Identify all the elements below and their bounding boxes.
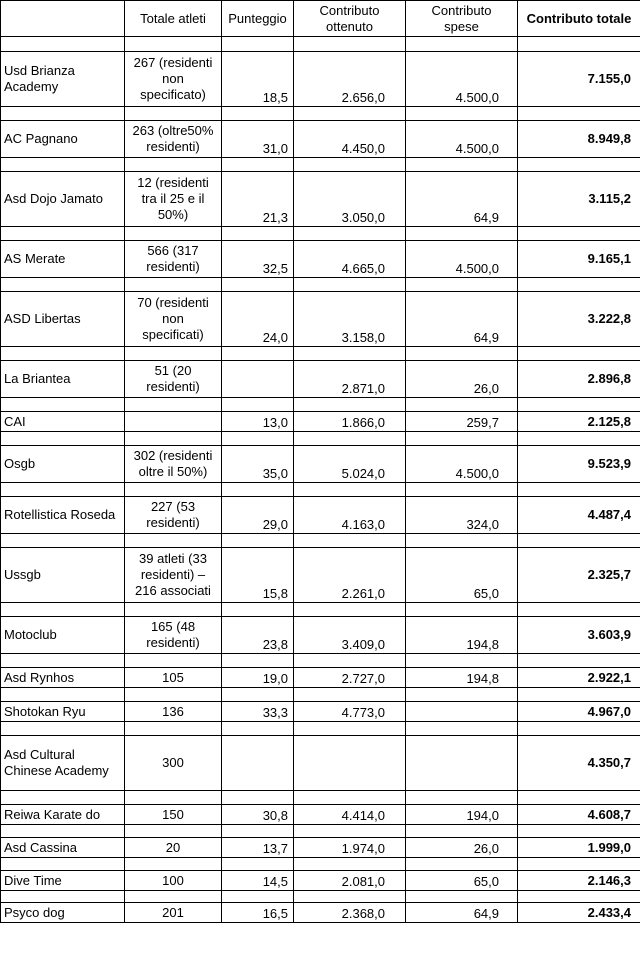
spacer-cell (518, 858, 640, 871)
spacer-cell (406, 603, 518, 617)
spacer-cell (222, 534, 294, 548)
spacer-cell (294, 688, 406, 702)
totale-atleti-cell: 150 (125, 805, 222, 825)
punteggio-cell: 33,3 (222, 702, 294, 722)
table-row (1, 617, 640, 654)
spacer-cell (518, 37, 640, 52)
spacer-cell (406, 37, 518, 52)
spacer-cell (222, 227, 294, 241)
punteggio-cell: 18,5 (222, 52, 294, 107)
contributo-totale-cell: 3.222,8 (518, 292, 640, 347)
club-name-cell: AC Pagnano (1, 121, 125, 158)
spacer-cell (1, 278, 125, 292)
spacer-cell (1, 107, 125, 121)
spacer-row (1, 227, 640, 241)
table-row (1, 702, 640, 722)
table-row (1, 548, 640, 603)
spacer-cell (222, 347, 294, 361)
spacer-cell (1, 858, 125, 871)
spacer-cell (125, 858, 222, 871)
spacer-row (1, 825, 640, 838)
spacer-row (1, 722, 640, 736)
punteggio-cell: 13,0 (222, 412, 294, 432)
contributo-totale-cell: 4.608,7 (518, 805, 640, 825)
spacer-cell (294, 654, 406, 668)
spacer-cell (222, 722, 294, 736)
spacer-cell (222, 398, 294, 412)
contributo-totale-cell: 2.433,4 (518, 903, 640, 923)
spacer-cell (1, 432, 125, 446)
contributo-spese-cell: 4.500,0 (406, 241, 518, 278)
spacer-cell (125, 398, 222, 412)
table-row (1, 668, 640, 688)
contributo-totale-cell: 4.487,4 (518, 497, 640, 534)
contributo-spese-cell (406, 702, 518, 722)
spacer-cell (125, 37, 222, 52)
contributo-spese-cell: 26,0 (406, 361, 518, 398)
spacer-cell (222, 654, 294, 668)
contributo-ottenuto-cell: 2.261,0 (294, 548, 406, 603)
spacer-cell (294, 158, 406, 172)
totale-atleti-cell: 263 (oltre50% residenti) (125, 121, 222, 158)
spacer-cell (518, 278, 640, 292)
spacer-cell (222, 158, 294, 172)
club-name-cell: AS Merate (1, 241, 125, 278)
club-name-cell: Rotellistica Roseda (1, 497, 125, 534)
spacer-cell (518, 791, 640, 805)
table-row (1, 241, 640, 278)
spacer-cell (518, 347, 640, 361)
spacer-row (1, 37, 640, 52)
contributo-ottenuto-cell (294, 736, 406, 791)
punteggio-cell: 35,0 (222, 446, 294, 483)
punteggio-cell: 30,8 (222, 805, 294, 825)
spacer-cell (406, 227, 518, 241)
contributo-totale-cell: 2.896,8 (518, 361, 640, 398)
totale-atleti-cell: 566 (317 residenti) (125, 241, 222, 278)
spacer-cell (294, 398, 406, 412)
contributo-spese-cell: 194,8 (406, 668, 518, 688)
spacer-cell (406, 158, 518, 172)
spacer-row (1, 654, 640, 668)
spacer-cell (125, 603, 222, 617)
table-row (1, 805, 640, 825)
punteggio-cell: 15,8 (222, 548, 294, 603)
contributo-totale-cell: 7.155,0 (518, 52, 640, 107)
table-row (1, 736, 640, 791)
spacer-cell (222, 483, 294, 497)
spacer-cell (406, 534, 518, 548)
spacer-cell (125, 791, 222, 805)
contributo-ottenuto-cell: 2.871,0 (294, 361, 406, 398)
contributo-totale-cell: 4.967,0 (518, 702, 640, 722)
contributo-totale-cell: 9.165,1 (518, 241, 640, 278)
totale-atleti-cell: 201 (125, 903, 222, 923)
club-name-cell: Reiwa Karate do (1, 805, 125, 825)
spacer-cell (1, 37, 125, 52)
totale-atleti-cell: 20 (125, 838, 222, 858)
spacer-cell (518, 603, 640, 617)
spacer-cell (406, 398, 518, 412)
spacer-cell (294, 483, 406, 497)
spacer-cell (294, 534, 406, 548)
table-row (1, 52, 640, 107)
spacer-row (1, 107, 640, 121)
punteggio-cell: 23,8 (222, 617, 294, 654)
contributo-ottenuto-cell: 2.081,0 (294, 871, 406, 891)
club-name-cell: Motoclub (1, 617, 125, 654)
table-row (1, 412, 640, 432)
spacer-row (1, 891, 640, 903)
spacer-cell (125, 891, 222, 903)
spacer-cell (222, 107, 294, 121)
header-empty (1, 1, 125, 37)
spacer-cell (222, 603, 294, 617)
club-name-cell: Ussgb (1, 548, 125, 603)
header-contributo-spese: Contributo spese (406, 1, 518, 37)
contributo-totale-cell: 2.125,8 (518, 412, 640, 432)
spacer-cell (125, 722, 222, 736)
contributo-spese-cell (406, 736, 518, 791)
contributo-ottenuto-cell: 3.409,0 (294, 617, 406, 654)
table-body (1, 1, 640, 923)
contributo-spese-cell: 4.500,0 (406, 52, 518, 107)
spacer-cell (294, 347, 406, 361)
spacer-cell (294, 227, 406, 241)
spacer-cell (518, 891, 640, 903)
header-punteggio: Punteggio (222, 1, 294, 37)
punteggio-cell: 21,3 (222, 172, 294, 227)
table-row (1, 903, 640, 923)
totale-atleti-cell: 70 (residenti non specificati) (125, 292, 222, 347)
punteggio-cell (222, 736, 294, 791)
spacer-row (1, 688, 640, 702)
club-name-cell: Osgb (1, 446, 125, 483)
spacer-cell (294, 825, 406, 838)
spacer-cell (125, 227, 222, 241)
spacer-cell (294, 432, 406, 446)
spacer-cell (1, 398, 125, 412)
spacer-cell (294, 722, 406, 736)
spacer-cell (222, 791, 294, 805)
contributo-ottenuto-cell: 5.024,0 (294, 446, 406, 483)
contributo-spese-cell: 65,0 (406, 548, 518, 603)
contributo-spese-cell: 194,0 (406, 805, 518, 825)
spacer-cell (406, 791, 518, 805)
totale-atleti-cell: 165 (48 residenti) (125, 617, 222, 654)
spacer-row (1, 432, 640, 446)
spacer-cell (125, 432, 222, 446)
header-contributo-ottenuto: Contributo ottenuto (294, 1, 406, 37)
spacer-cell (406, 688, 518, 702)
spacer-cell (125, 483, 222, 497)
club-name-cell: ASD Libertas (1, 292, 125, 347)
spacer-cell (406, 654, 518, 668)
contributo-ottenuto-cell: 2.727,0 (294, 668, 406, 688)
header-contributo-totale: Contributo totale (518, 1, 640, 37)
spacer-row (1, 278, 640, 292)
spacer-cell (406, 483, 518, 497)
spacer-cell (406, 347, 518, 361)
totale-atleti-cell: 227 (53 residenti) (125, 497, 222, 534)
punteggio-cell: 29,0 (222, 497, 294, 534)
club-name-cell: Psyco dog (1, 903, 125, 923)
club-name-cell: La Briantea (1, 361, 125, 398)
spacer-cell (518, 227, 640, 241)
spacer-cell (1, 891, 125, 903)
spacer-cell (1, 654, 125, 668)
totale-atleti-cell: 105 (125, 668, 222, 688)
totale-atleti-cell: 267 (residenti non specificato) (125, 52, 222, 107)
contributo-totale-cell: 9.523,9 (518, 446, 640, 483)
spacer-row (1, 534, 640, 548)
contributo-spese-cell: 324,0 (406, 497, 518, 534)
spacer-cell (1, 791, 125, 805)
spacer-cell (518, 107, 640, 121)
table-row (1, 292, 640, 347)
contributo-totale-cell: 1.999,0 (518, 838, 640, 858)
totale-atleti-cell: 136 (125, 702, 222, 722)
totale-atleti-cell: 39 atleti (33 residenti) – 216 associati (125, 548, 222, 603)
spacer-cell (125, 825, 222, 838)
spacer-cell (294, 278, 406, 292)
spacer-cell (222, 37, 294, 52)
spacer-cell (222, 278, 294, 292)
spacer-cell (1, 227, 125, 241)
spacer-cell (294, 603, 406, 617)
spacer-cell (518, 158, 640, 172)
club-name-cell: Asd Dojo Jamato (1, 172, 125, 227)
table-row (1, 871, 640, 891)
punteggio-cell: 13,7 (222, 838, 294, 858)
punteggio-cell: 16,5 (222, 903, 294, 923)
contributo-ottenuto-cell: 3.050,0 (294, 172, 406, 227)
header-totale-atleti: Totale atleti (125, 1, 222, 37)
totale-atleti-cell: 300 (125, 736, 222, 791)
contributo-totale-cell: 2.922,1 (518, 668, 640, 688)
spacer-row (1, 483, 640, 497)
header-row (1, 1, 640, 37)
spacer-cell (406, 825, 518, 838)
spacer-cell (518, 483, 640, 497)
contributo-spese-cell: 65,0 (406, 871, 518, 891)
spacer-row (1, 158, 640, 172)
spacer-cell (406, 432, 518, 446)
contributo-totale-cell: 3.603,9 (518, 617, 640, 654)
spacer-cell (294, 791, 406, 805)
spacer-cell (1, 483, 125, 497)
spacer-cell (294, 891, 406, 903)
contributo-ottenuto-cell: 2.368,0 (294, 903, 406, 923)
spacer-cell (125, 347, 222, 361)
spacer-cell (125, 654, 222, 668)
contributo-totale-cell: 3.115,2 (518, 172, 640, 227)
spacer-row (1, 398, 640, 412)
table-row (1, 361, 640, 398)
spacer-cell (125, 688, 222, 702)
contributo-ottenuto-cell: 4.450,0 (294, 121, 406, 158)
spacer-cell (406, 278, 518, 292)
spacer-cell (294, 107, 406, 121)
table-row (1, 121, 640, 158)
contributo-ottenuto-cell: 4.773,0 (294, 702, 406, 722)
totale-atleti-cell: 51 (20 residenti) (125, 361, 222, 398)
contributo-ottenuto-cell: 2.656,0 (294, 52, 406, 107)
spacer-cell (406, 722, 518, 736)
contributo-spese-cell: 4.500,0 (406, 446, 518, 483)
contributo-spese-cell: 64,9 (406, 292, 518, 347)
contributo-totale-cell: 2.325,7 (518, 548, 640, 603)
contributo-ottenuto-cell: 4.163,0 (294, 497, 406, 534)
contributo-ottenuto-cell: 1.866,0 (294, 412, 406, 432)
club-name-cell: Asd Cultural Chinese Academy (1, 736, 125, 791)
spacer-cell (294, 37, 406, 52)
table-row (1, 446, 640, 483)
spacer-cell (1, 825, 125, 838)
spacer-row (1, 858, 640, 871)
club-name-cell: CAI (1, 412, 125, 432)
contributo-spese-cell: 26,0 (406, 838, 518, 858)
spacer-cell (125, 278, 222, 292)
spacer-cell (222, 891, 294, 903)
table-row (1, 838, 640, 858)
punteggio-cell: 24,0 (222, 292, 294, 347)
spacer-row (1, 603, 640, 617)
contributo-ottenuto-cell: 3.158,0 (294, 292, 406, 347)
spacer-cell (294, 858, 406, 871)
spacer-cell (1, 534, 125, 548)
punteggio-cell (222, 361, 294, 398)
spacer-cell (406, 891, 518, 903)
totale-atleti-cell (125, 412, 222, 432)
club-name-cell: Usd Brianza Academy (1, 52, 125, 107)
contributo-spese-cell: 64,9 (406, 172, 518, 227)
spacer-cell (125, 158, 222, 172)
contributo-totale-cell: 2.146,3 (518, 871, 640, 891)
spacer-cell (222, 688, 294, 702)
punteggio-cell: 32,5 (222, 241, 294, 278)
spacer-cell (406, 858, 518, 871)
punteggio-cell: 19,0 (222, 668, 294, 688)
contributo-ottenuto-cell: 1.974,0 (294, 838, 406, 858)
punteggio-cell: 14,5 (222, 871, 294, 891)
club-name-cell: Asd Rynhos (1, 668, 125, 688)
totale-atleti-cell: 100 (125, 871, 222, 891)
contributo-ottenuto-cell: 4.414,0 (294, 805, 406, 825)
spacer-cell (406, 107, 518, 121)
spacer-cell (222, 825, 294, 838)
spacer-cell (222, 858, 294, 871)
spacer-cell (1, 603, 125, 617)
spacer-cell (125, 534, 222, 548)
table-row (1, 172, 640, 227)
club-name-cell: Dive Time (1, 871, 125, 891)
spacer-cell (518, 534, 640, 548)
spacer-cell (1, 688, 125, 702)
club-name-cell: Asd Cassina (1, 838, 125, 858)
contributo-spese-cell: 194,8 (406, 617, 518, 654)
contributo-ottenuto-cell: 4.665,0 (294, 241, 406, 278)
contributo-spese-cell: 4.500,0 (406, 121, 518, 158)
totale-atleti-cell: 302 (residenti oltre il 50%) (125, 446, 222, 483)
spacer-cell (518, 688, 640, 702)
spacer-cell (1, 347, 125, 361)
club-name-cell: Shotokan Ryu (1, 702, 125, 722)
spacer-cell (518, 398, 640, 412)
contributo-totale-cell: 8.949,8 (518, 121, 640, 158)
spacer-cell (1, 158, 125, 172)
totale-atleti-cell: 12 (residenti tra il 25 e il 50%) (125, 172, 222, 227)
table-row (1, 497, 640, 534)
spacer-cell (518, 654, 640, 668)
contributo-totale-cell: 4.350,7 (518, 736, 640, 791)
spacer-cell (518, 432, 640, 446)
spacer-cell (222, 432, 294, 446)
spacer-cell (518, 722, 640, 736)
spacer-cell (1, 722, 125, 736)
spacer-cell (518, 825, 640, 838)
spacer-row (1, 347, 640, 361)
contributo-spese-cell: 259,7 (406, 412, 518, 432)
spacer-cell (125, 107, 222, 121)
spacer-row (1, 791, 640, 805)
punteggio-cell: 31,0 (222, 121, 294, 158)
contributo-spese-cell: 64,9 (406, 903, 518, 923)
